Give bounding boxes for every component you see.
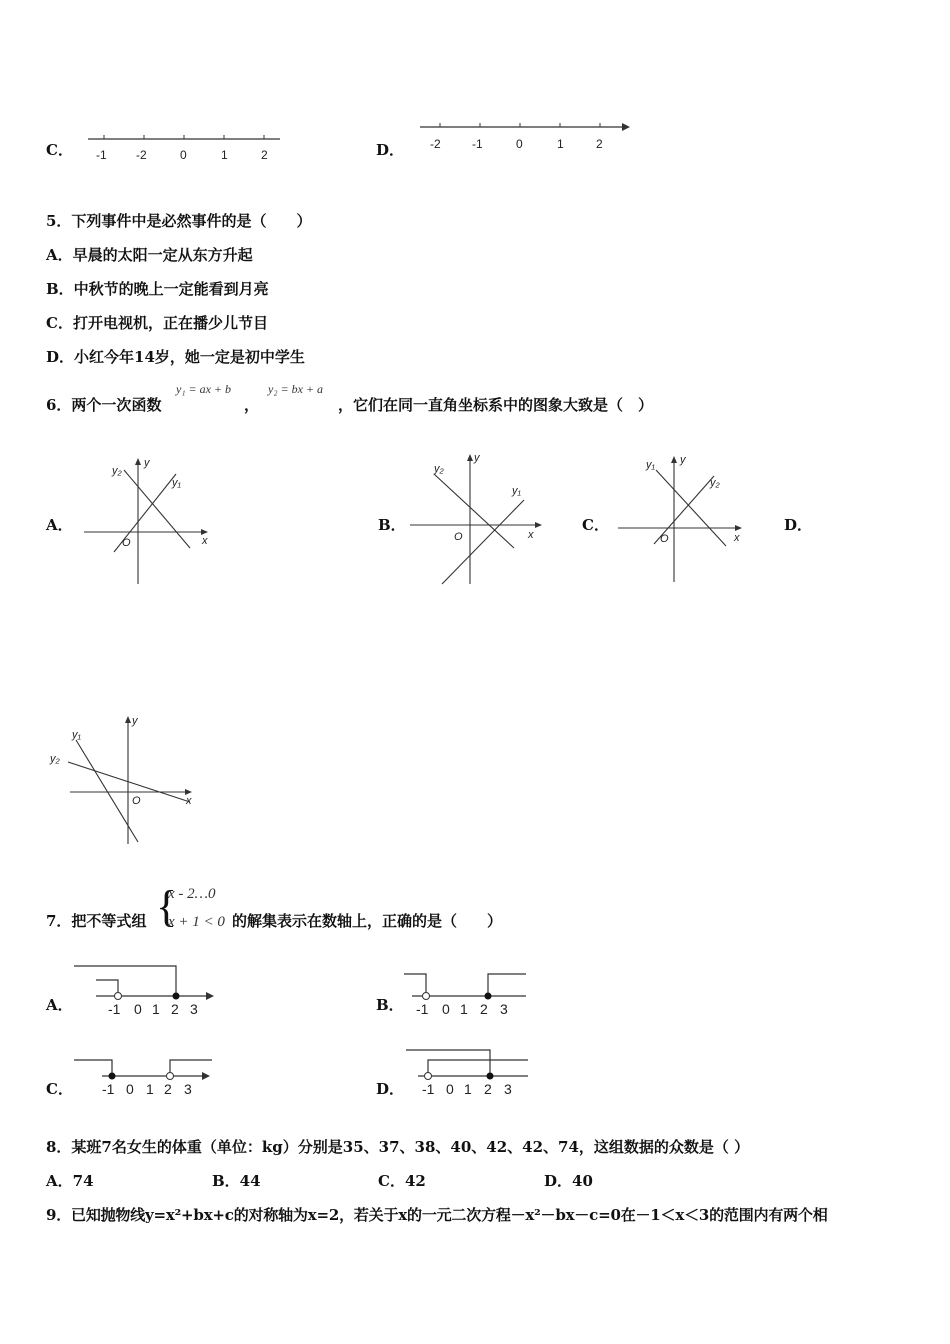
q5-option-a: A．早晨的太阳一定从东方升起: [46, 246, 253, 264]
x-axis-label: x: [528, 529, 534, 541]
tick-label: -1: [416, 1001, 429, 1017]
tick-label: 3: [184, 1081, 192, 1097]
tick-label: -1: [108, 1001, 121, 1017]
tick-label: 0: [516, 137, 523, 151]
q7-number-line-c: [72, 1048, 222, 1108]
q7-option-b-label: B．: [376, 996, 404, 1014]
q7-number-line-a: [72, 962, 222, 1022]
q7-option-d-label: D．: [376, 1080, 405, 1098]
tick-label: 3: [190, 1001, 198, 1017]
q6-function-2: y₂ = bx + a: [268, 382, 324, 396]
tick-label: 1: [464, 1081, 472, 1097]
tick-label: 1: [146, 1081, 154, 1097]
line-y1-label: y₁: [512, 485, 521, 497]
q5-stem: 5．下列事件中是必然事件的是（ ）: [46, 212, 312, 230]
q6-comma: ，: [244, 396, 260, 414]
q4-option-c-label: C．: [46, 141, 73, 159]
x-axis-label: x: [734, 532, 740, 544]
q5-option-c: C．打开电视机，正在播少儿节目: [46, 314, 268, 332]
y-axis-label: y: [132, 715, 138, 727]
tick-label: -2: [430, 137, 441, 151]
q7-inequality-2: x + 1 < 0: [168, 914, 225, 930]
q5-option-d: D．小红今年14岁，她一定是初中学生: [46, 348, 305, 366]
tick-label: 1: [221, 148, 228, 162]
tick-label: 0: [180, 148, 187, 162]
q6-stem-start: 6．两个一次函数: [46, 396, 162, 414]
q7-stem-end: 的解集表示在数轴上，正确的是（ ）: [232, 912, 503, 930]
q6-option-d-label: D．: [784, 516, 813, 534]
q7-number-line-b: [402, 962, 542, 1022]
y-axis-label: y: [144, 457, 150, 469]
y-axis-label: y: [680, 454, 686, 466]
tick-label: 0: [126, 1081, 134, 1097]
origin-label: O: [660, 533, 669, 545]
tick-label: 0: [442, 1001, 450, 1017]
tick-label: -2: [136, 148, 147, 162]
line-y2-label: y₂: [50, 753, 60, 765]
q6-graph-b: [406, 448, 556, 593]
x-axis-label: x: [186, 795, 192, 807]
q7-option-c-label: C．: [46, 1080, 73, 1098]
q7-inequality-1: x - 2…0: [168, 886, 216, 902]
x-axis-label: x: [202, 535, 208, 547]
q6-option-a-label: A．: [46, 516, 73, 534]
tick-label: 3: [504, 1081, 512, 1097]
tick-label: 3: [500, 1001, 508, 1017]
tick-label: 1: [460, 1001, 468, 1017]
tick-label: -1: [472, 137, 483, 151]
tick-label: -1: [96, 148, 107, 162]
tick-label: 2: [480, 1001, 488, 1017]
q4-option-d-number-line: [418, 118, 638, 158]
origin-label: O: [132, 795, 141, 807]
q8-stem: 8．某班7名女生的体重（单位：kg）分别是35、37、38、40、42、42、74，这组数据的众数是（ ）: [46, 1138, 750, 1156]
q6-stem-end: ，它们在同一直角坐标系中的图象大致是（ ）: [338, 396, 654, 414]
line-y1-label: y₁: [646, 459, 655, 471]
origin-label: O: [122, 537, 131, 549]
line-y2-label: y₂: [434, 463, 444, 475]
tick-label: 0: [134, 1001, 142, 1017]
line-y1-label: y₁: [172, 477, 181, 489]
tick-label: 2: [596, 137, 603, 151]
q8-option-c: C．42: [378, 1172, 426, 1190]
line-y2-label: y₂: [710, 477, 720, 489]
q5-option-b: B．中秋节的晚上一定能看到月亮: [46, 280, 269, 298]
tick-label: 2: [261, 148, 268, 162]
tick-label: 2: [171, 1001, 179, 1017]
origin-label: O: [454, 531, 463, 543]
q6-graph-c: [614, 450, 754, 590]
q8-option-a: A．74: [46, 1172, 94, 1190]
q6-function-1: y₁ = ax + b: [176, 382, 232, 396]
q6-option-b-label: B．: [378, 516, 406, 534]
tick-label: 2: [484, 1081, 492, 1097]
q6-option-c-label: C．: [582, 516, 609, 534]
tick-label: 1: [557, 137, 564, 151]
q8-option-d: D．40: [544, 1172, 593, 1190]
q7-brace: {: [156, 882, 178, 931]
q7-option-a-label: A．: [46, 996, 73, 1014]
line-y2-label: y₂: [112, 465, 122, 477]
q4-option-d-label: D．: [376, 141, 405, 159]
q9-stem: 9．已知抛物线y=x²+bx+c的对称轴为x=2，若关于x的一元二次方程－x²－bx－c=0在－1＜x＜3的范围内有两个相: [46, 1206, 828, 1224]
q4-option-c-number-line: [86, 128, 286, 168]
q8-option-b: B．44: [212, 1172, 261, 1190]
y-axis-label: y: [474, 452, 480, 464]
q7-stem-start: 7．把不等式组: [46, 912, 147, 930]
q6-graph-d: [46, 710, 206, 850]
tick-label: 2: [164, 1081, 172, 1097]
tick-label: 0: [446, 1081, 454, 1097]
line-y1-label: y₁: [72, 729, 81, 741]
q7-number-line-d: [404, 1044, 544, 1104]
q6-graph-a: [80, 452, 220, 592]
tick-label: -1: [422, 1081, 435, 1097]
tick-label: 1: [152, 1001, 160, 1017]
tick-label: -1: [102, 1081, 115, 1097]
